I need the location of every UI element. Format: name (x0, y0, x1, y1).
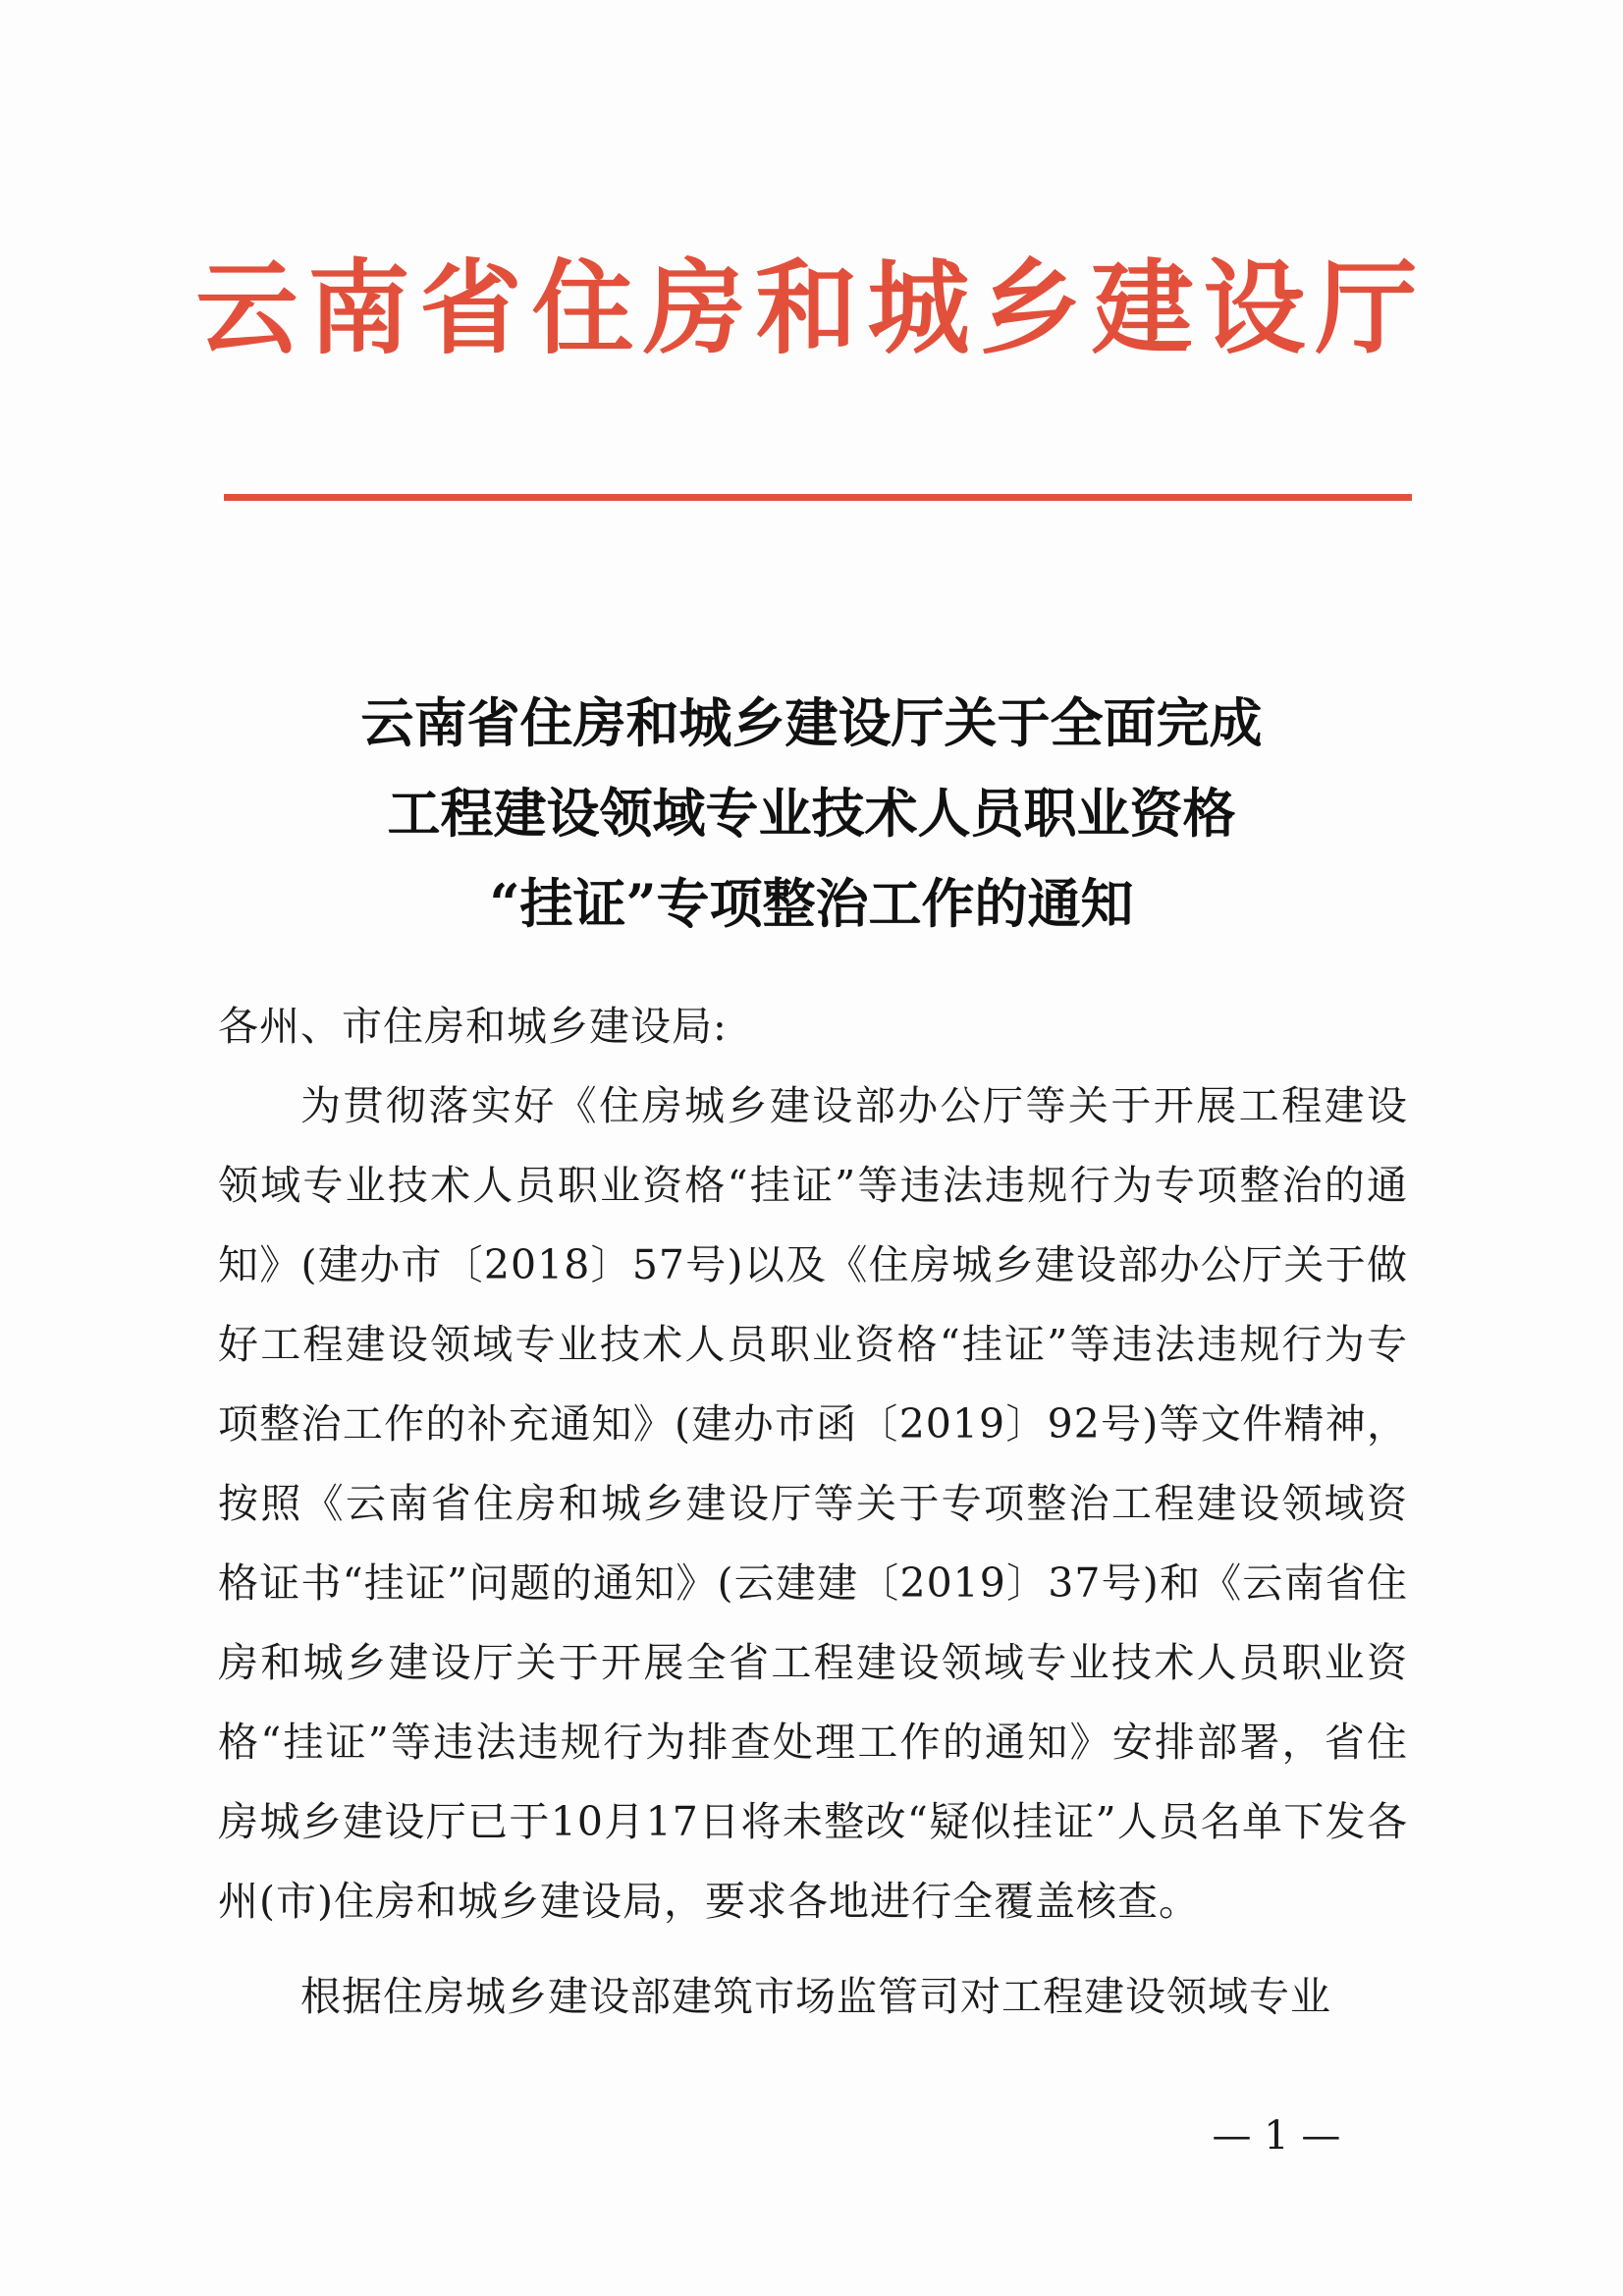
document-title-line-2: 工程建设领域专业技术人员职业资格 (387, 782, 1236, 845)
document-title-line-1: 云南省住房和城乡建设厅关于全面完成 (360, 691, 1263, 754)
document-body (218, 987, 1408, 2037)
letterhead-red-rule (224, 494, 1412, 501)
paragraph-1: 为贯彻落实好《住房城乡建设部办公厅等关于开展工程建设领域专业技术人员职业资格“挂证”等违法违规行为专项整治的通知》(建办市〔2018〕57号)以及《住房城乡建设部办公厅关于做好工程建设领域专业技术人员职业资格“挂证”等违法违规行为专项整治工作的补充通知》(建办市函〔2019〕92号)等文件精神，按照《云南省住房和城乡建设厅等关于专项整治工程建设领域资格证书“挂证”问题的通知》(云建建〔2019〕37号)和《云南省住房和城乡建设厅关于开展全省工程建设领域专业技术人员职业资格“挂证”等违法违规行为排查处理工作的通知》安排部署，省住房城乡建设厅已于10月17日将未整改“疑似挂证”人员名单下发各州(市)住房和城乡建设局，要求各地进行全覆盖核查。 (218, 1082, 1408, 1925)
salutation: 各州、市住房和城乡建设局: (218, 1003, 728, 1050)
paragraph-2: 根据住房城乡建设部建筑市场监管司对工程建设领域专业 (300, 1973, 1331, 2020)
document-title (0, 678, 1623, 949)
page-number: — 1 — (1212, 2113, 1341, 2159)
document-title-line-3: “挂证”专项整治工作的通知 (489, 872, 1134, 935)
letterhead-title: 云南省住房和城乡建设厅 (195, 247, 1428, 368)
